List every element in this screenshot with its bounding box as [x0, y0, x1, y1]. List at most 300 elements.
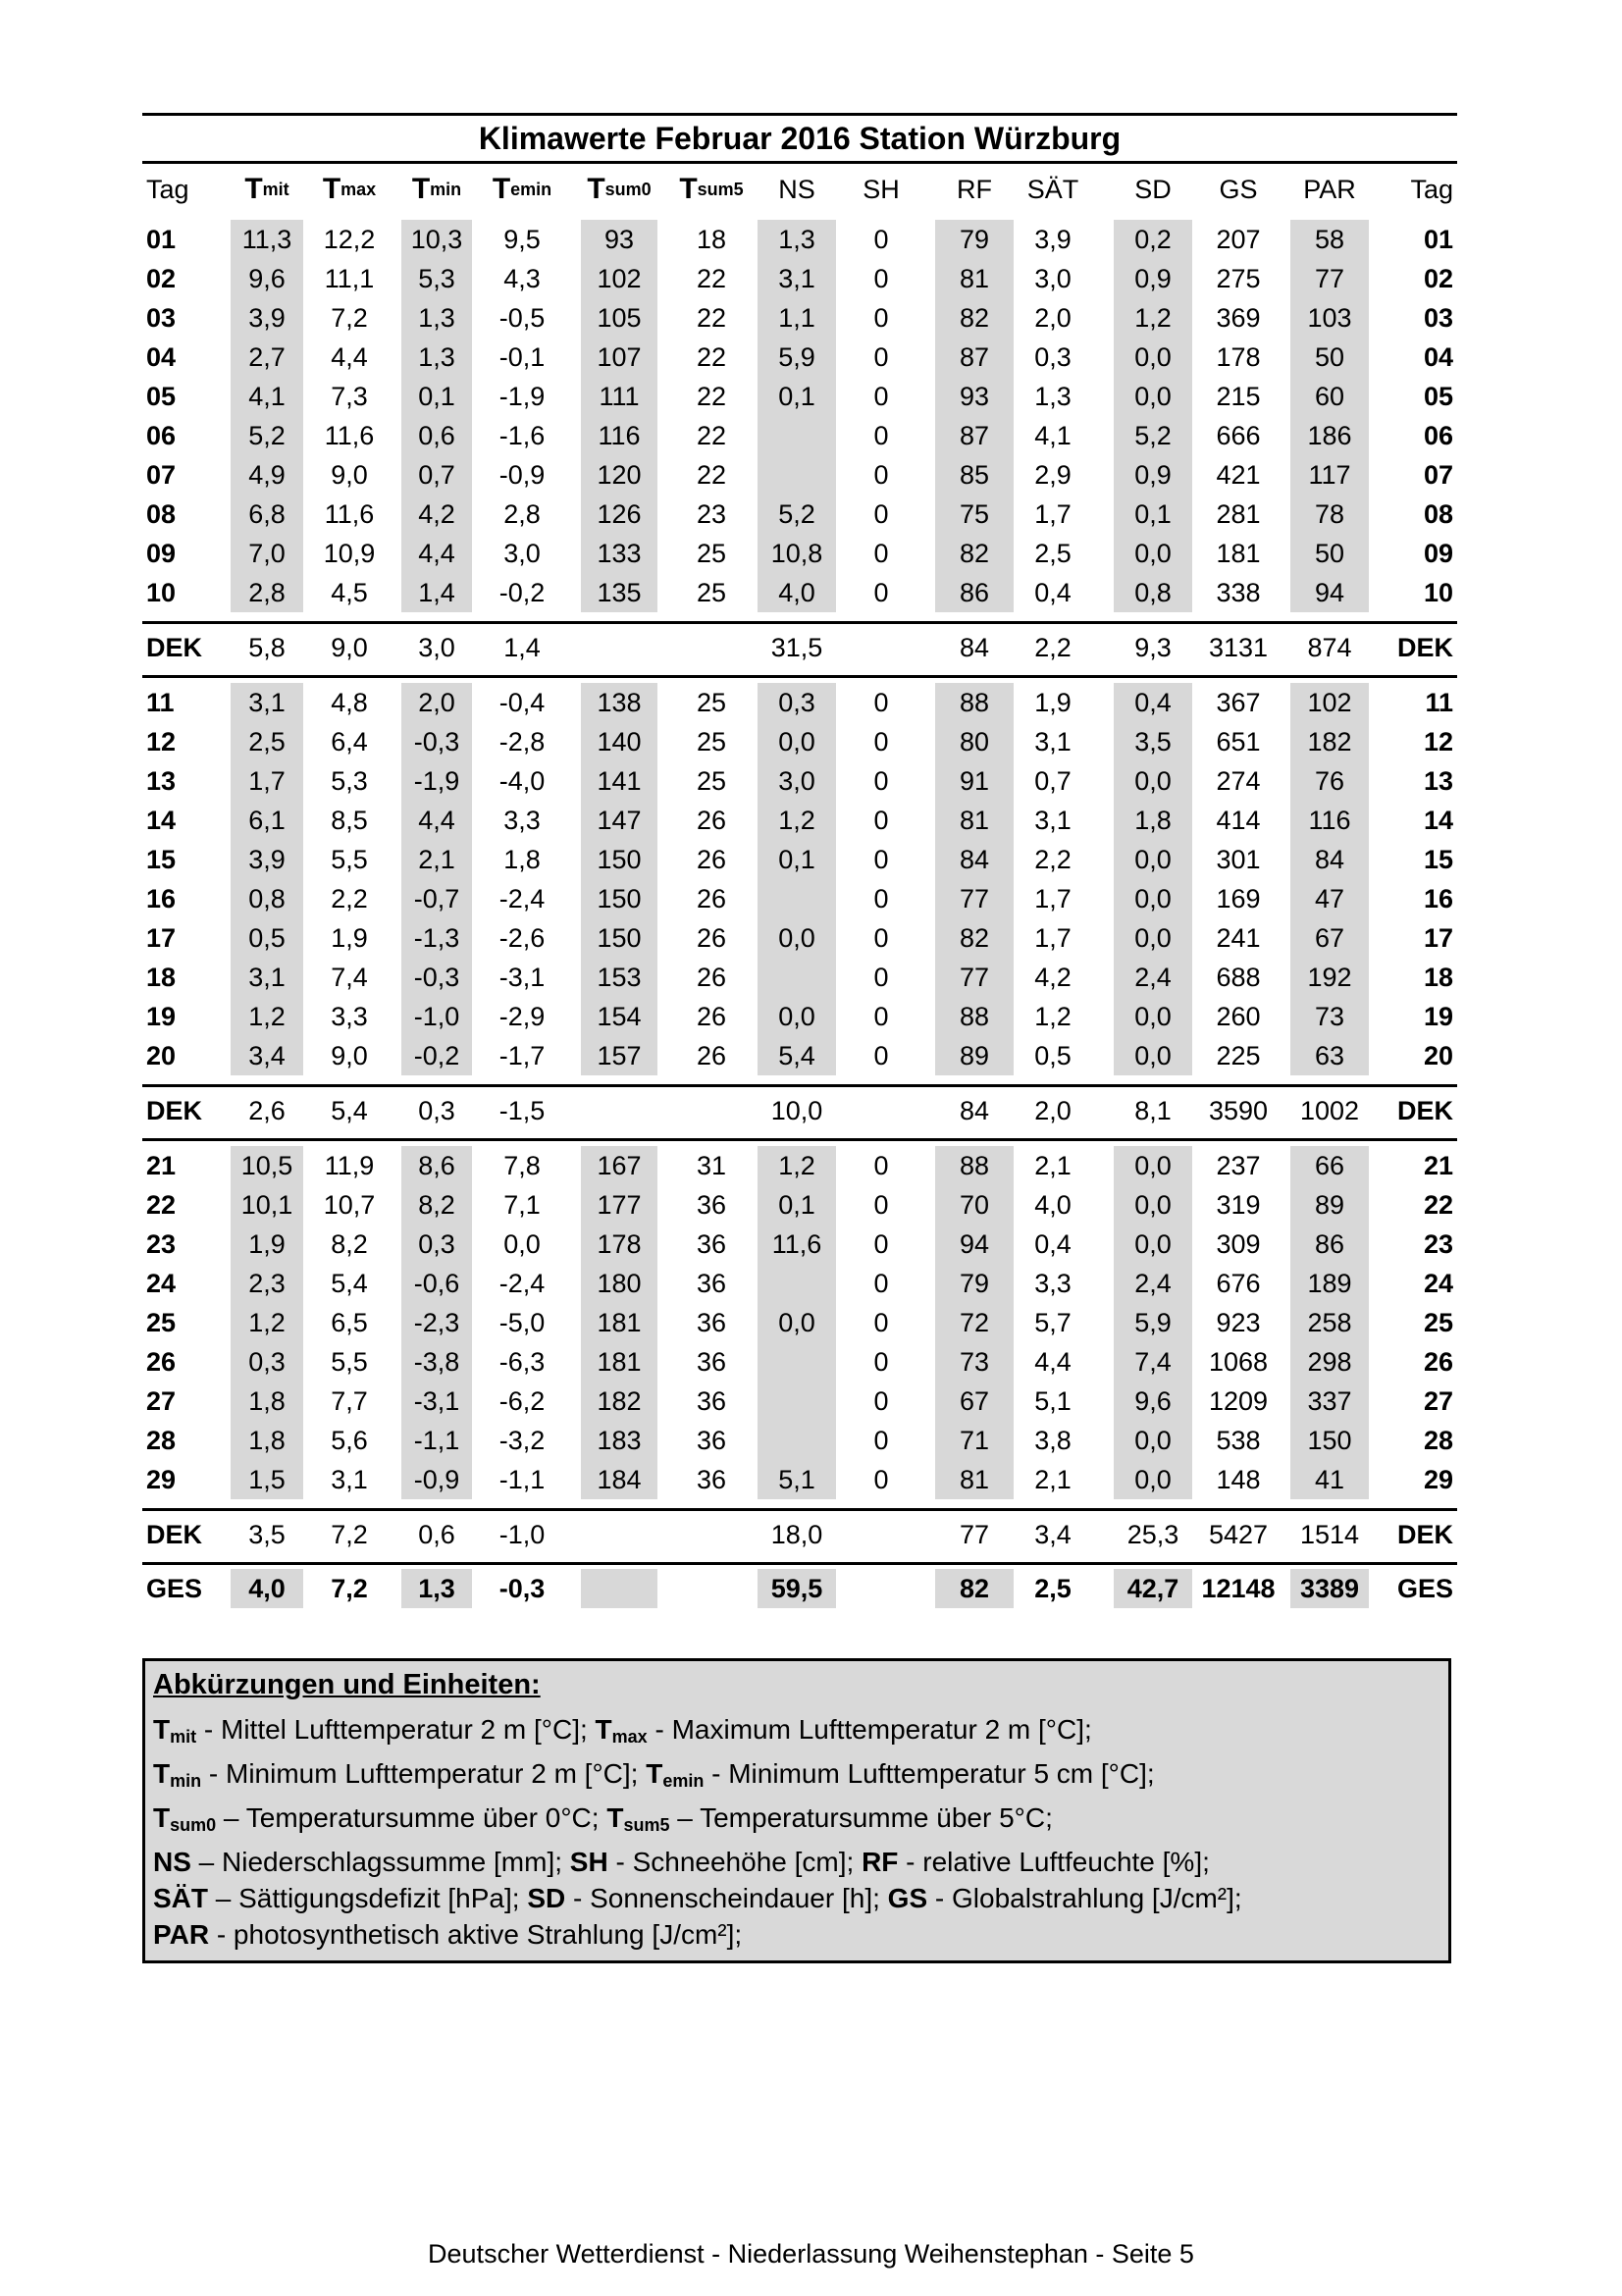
legend-term: PAR	[153, 1919, 210, 1950]
total-cell-saet: 2,5	[1034, 1573, 1072, 1603]
cell-tsum0: 180	[581, 1264, 657, 1303]
legend-line	[153, 1844, 1440, 1880]
cell-tmin: -1,9	[401, 761, 472, 801]
cell-tag: 01	[146, 224, 177, 254]
cell-gs: 178	[1216, 341, 1261, 372]
cell-tag: 25	[146, 1307, 177, 1337]
cell-saet: 2,0	[1034, 1095, 1072, 1125]
header-rf: RF	[957, 174, 992, 204]
cell-tag-right: DEK	[1396, 632, 1453, 662]
cell-rf: 79	[935, 1264, 1014, 1303]
cell-tmit: 1,2	[231, 1303, 303, 1342]
legend-term-subscript: min	[170, 1771, 202, 1791]
cell-saet: 2,2	[1034, 632, 1072, 662]
cell-sd: 0,1	[1114, 495, 1192, 534]
cell-rf: 84	[959, 1095, 990, 1125]
table-row	[142, 338, 1457, 377]
page-title: Klimawerte Februar 2016 Station Würzburg	[478, 121, 1122, 156]
cell-sd: 0,0	[1114, 840, 1192, 879]
cell-tsum5: 22	[696, 341, 727, 372]
cell-par: 103	[1290, 298, 1369, 338]
cell-sd: 0,0	[1114, 534, 1192, 573]
legend-description: – Temperatursumme über 5°C;	[669, 1802, 1053, 1833]
cell-tmax: 1,9	[331, 922, 368, 953]
cell-rf: 91	[935, 761, 1014, 801]
cell-par: 874	[1307, 632, 1352, 662]
cell-sh: 0	[873, 726, 889, 757]
cell-saet: 4,1	[1034, 420, 1072, 450]
cell-ns: 11,6	[758, 1225, 836, 1264]
cell-sh: 0	[873, 420, 889, 450]
cell-gs: 169	[1216, 883, 1261, 913]
cell-tag-right: DEK	[1396, 1095, 1453, 1125]
cell-tmax: 3,1	[331, 1464, 368, 1494]
total-cell-tmit: 4,0	[231, 1569, 303, 1608]
cell-sh: 0	[873, 263, 889, 293]
header-sh: SH	[863, 174, 900, 204]
legend-term-subscript: mit	[170, 1727, 197, 1747]
cell-tag: 26	[146, 1346, 177, 1377]
cell-gs: 414	[1216, 805, 1261, 835]
legend-line	[153, 1711, 1440, 1755]
cell-tmin: -0,7	[401, 879, 472, 918]
cell-tag-right: 13	[1423, 765, 1453, 796]
table-row	[142, 573, 1457, 612]
cell-par: 189	[1290, 1264, 1369, 1303]
cell-tag: 19	[146, 1001, 177, 1031]
table-row	[142, 1264, 1457, 1303]
cell-sh: 0	[873, 1268, 889, 1298]
cell-rf: 88	[935, 997, 1014, 1036]
cell-sd: 0,8	[1114, 573, 1192, 612]
cell-sh: 0	[873, 962, 889, 992]
cell-tag: DEK	[146, 1519, 203, 1549]
cell-tmin: -1,3	[401, 918, 472, 958]
cell-sh: 0	[873, 302, 889, 333]
cell-tmin: -3,8	[401, 1342, 472, 1382]
legend-term: SÄT	[153, 1883, 208, 1913]
cell-tag-right: 02	[1423, 263, 1453, 293]
cell-sd: 0,0	[1114, 761, 1192, 801]
cell-sd: 0,0	[1114, 1036, 1192, 1075]
table-row	[142, 761, 1457, 801]
header-tmin-symbol: T	[411, 173, 431, 205]
cell-tmit: 2,5	[231, 722, 303, 761]
cell-tsum0: 126	[581, 495, 657, 534]
cell-saet: 4,0	[1034, 1189, 1072, 1220]
section-rule	[142, 1134, 1457, 1141]
cell-tmin: 0,3	[401, 1225, 472, 1264]
cell-tag: 28	[146, 1425, 177, 1455]
table-row	[142, 1460, 1457, 1499]
cell-temin: -3,2	[498, 1425, 546, 1455]
legend-description: – Niederschlagssumme [mm];	[190, 1847, 570, 1877]
cell-tag: 16	[146, 883, 177, 913]
cell-tag: 29	[146, 1464, 177, 1494]
cell-tsum0: 105	[581, 298, 657, 338]
cell-tmit: 2,7	[231, 338, 303, 377]
cell-par: 41	[1290, 1460, 1369, 1499]
cell-tmax: 6,4	[331, 726, 368, 757]
cell-rf: 81	[935, 259, 1014, 298]
cell-tag-right: 12	[1423, 726, 1453, 757]
cell-tsum5: 25	[696, 687, 727, 717]
cell-tmin: 3,0	[418, 632, 455, 662]
cell-ns	[758, 1264, 836, 1303]
cell-tsum5: 22	[696, 420, 727, 450]
cell-ns: 1,1	[758, 298, 836, 338]
cell-tag: 21	[146, 1150, 177, 1180]
cell-tag-right: 11	[1425, 687, 1453, 717]
cell-tag-right: 06	[1423, 420, 1453, 450]
cell-tsum0: 116	[581, 416, 657, 455]
cell-tag-right: 27	[1423, 1385, 1453, 1416]
section-rule	[142, 617, 1457, 624]
section-rule	[142, 1558, 1457, 1565]
legend-term: SD	[527, 1883, 566, 1913]
cell-ns: 10,0	[770, 1095, 823, 1125]
legend-term: GS	[887, 1883, 928, 1913]
cell-rf: 73	[935, 1342, 1014, 1382]
cell-tmin: 1,3	[401, 298, 472, 338]
cell-ns: 5,2	[758, 495, 836, 534]
cell-ns	[758, 1342, 836, 1382]
cell-tmit: 4,9	[231, 455, 303, 495]
table-body	[142, 215, 1457, 1612]
cell-saet: 3,4	[1034, 1519, 1072, 1549]
cell-tmin: 4,4	[401, 534, 472, 573]
header-tsum5-symbol: T	[679, 173, 698, 205]
cell-tsum5: 22	[696, 302, 727, 333]
cell-par: 50	[1290, 534, 1369, 573]
cell-tmit: 2,6	[248, 1095, 286, 1125]
cell-ns	[758, 1382, 836, 1421]
cell-sd: 0,0	[1114, 1146, 1192, 1185]
cell-tag: 23	[146, 1228, 177, 1259]
page-footer: Deutscher Wetterdienst - Niederlassung Weihenstephan - Seite 5	[428, 2239, 1194, 2269]
cell-tmit: 3,1	[231, 958, 303, 997]
cell-gs: 309	[1216, 1228, 1261, 1259]
cell-tsum0: 138	[581, 683, 657, 722]
cell-tmax: 11,6	[324, 498, 375, 529]
legend-term: T	[606, 1802, 624, 1833]
cell-rf: 67	[935, 1382, 1014, 1421]
cell-ns: 3,0	[758, 761, 836, 801]
header-tmit	[231, 164, 303, 215]
legend-title: Abkürzungen und Einheiten:	[153, 1669, 541, 1700]
cell-tag-right: 10	[1423, 577, 1453, 607]
cell-temin: 9,5	[503, 224, 541, 254]
cell-tmin: -2,3	[401, 1303, 472, 1342]
cell-tag: 10	[146, 577, 177, 607]
cell-temin: 3,3	[503, 805, 541, 835]
cell-tmit: 3,9	[231, 840, 303, 879]
cell-tmit: 0,8	[231, 879, 303, 918]
cell-tsum0: 107	[581, 338, 657, 377]
header-tsum0	[581, 164, 657, 215]
total-cell-temin: -0,3	[498, 1573, 546, 1603]
cell-tsum5: 26	[696, 1001, 727, 1031]
cell-tmit: 9,6	[231, 259, 303, 298]
cell-par: 78	[1290, 495, 1369, 534]
cell-tsum0: 141	[581, 761, 657, 801]
cell-tmax: 7,2	[331, 1519, 368, 1549]
cell-tsum5: 26	[696, 962, 727, 992]
cell-tmax: 11,1	[324, 263, 375, 293]
cell-tsum0: 120	[581, 455, 657, 495]
cell-tsum0: 140	[581, 722, 657, 761]
cell-sd: 9,3	[1134, 632, 1172, 662]
table-row	[142, 1382, 1457, 1421]
legend-term-subscript: emin	[662, 1771, 705, 1791]
cell-par: 1002	[1299, 1095, 1360, 1125]
cell-tsum0: 150	[581, 840, 657, 879]
cell-tsum0: 133	[581, 534, 657, 573]
cell-ns: 3,1	[758, 259, 836, 298]
cell-sd: 0,0	[1114, 879, 1192, 918]
cell-saet: 3,0	[1034, 263, 1072, 293]
legend-line	[153, 1800, 1440, 1844]
total-cell-tag: GES	[146, 1573, 203, 1603]
cell-tag-right: 24	[1423, 1268, 1453, 1298]
header-par: PAR	[1303, 174, 1356, 204]
cell-tsum5	[675, 1087, 748, 1134]
cell-tsum0: 167	[581, 1146, 657, 1185]
dekade-summary-row	[142, 1087, 1457, 1134]
cell-tmin: 2,0	[401, 683, 472, 722]
cell-rf: 88	[935, 683, 1014, 722]
cell-temin: -5,0	[498, 1307, 546, 1337]
table-row	[142, 879, 1457, 918]
cell-saet: 0,4	[1034, 577, 1072, 607]
legend-lines	[153, 1711, 1440, 1953]
cell-rf: 93	[935, 377, 1014, 416]
cell-tmin: 10,3	[401, 220, 472, 259]
cell-gs: 676	[1216, 1268, 1261, 1298]
cell-saet: 3,3	[1034, 1268, 1072, 1298]
cell-gs: 666	[1216, 420, 1261, 450]
cell-par: 73	[1290, 997, 1369, 1036]
cell-temin: -2,6	[498, 922, 546, 953]
cell-sh	[849, 624, 914, 671]
cell-gs: 237	[1216, 1150, 1261, 1180]
cell-ns	[758, 1421, 836, 1460]
cell-tsum5: 36	[696, 1189, 727, 1220]
cell-saet: 3,9	[1034, 224, 1072, 254]
cell-sh: 0	[873, 1189, 889, 1220]
cell-tmin: -0,6	[401, 1264, 472, 1303]
cell-par: 192	[1290, 958, 1369, 997]
cell-tag-right: 09	[1423, 538, 1453, 568]
cell-saet: 5,7	[1034, 1307, 1072, 1337]
cell-par: 94	[1290, 573, 1369, 612]
cell-tag: DEK	[146, 1095, 203, 1125]
cell-tmin: -1,0	[401, 997, 472, 1036]
cell-ns: 0,0	[758, 918, 836, 958]
cell-tmin: 8,6	[401, 1146, 472, 1185]
section-rule	[142, 1504, 1457, 1511]
cell-tag-right: 21	[1423, 1150, 1453, 1180]
cell-saet: 4,2	[1034, 962, 1072, 992]
cell-ns	[758, 958, 836, 997]
cell-par: 84	[1290, 840, 1369, 879]
header-gs: GS	[1219, 174, 1258, 204]
total-cell-tag-right: GES	[1396, 1573, 1453, 1603]
cell-ns: 0,1	[758, 840, 836, 879]
cell-par: 77	[1290, 259, 1369, 298]
cell-sh: 0	[873, 341, 889, 372]
cell-saet: 3,8	[1034, 1425, 1072, 1455]
cell-sd: 5,2	[1114, 416, 1192, 455]
cell-tag-right: 04	[1423, 341, 1453, 372]
cell-tsum0: 154	[581, 997, 657, 1036]
cell-sd: 25,3	[1126, 1519, 1179, 1549]
cell-tag: DEK	[146, 632, 203, 662]
section-rule	[142, 1080, 1457, 1087]
cell-sh: 0	[873, 1001, 889, 1031]
cell-gs: 301	[1216, 844, 1261, 874]
table-row	[142, 722, 1457, 761]
cell-tmax: 11,6	[324, 420, 375, 450]
cell-tmin: -1,1	[401, 1421, 472, 1460]
cell-sh: 0	[873, 1307, 889, 1337]
table-row	[142, 918, 1457, 958]
cell-sh: 0	[873, 765, 889, 796]
header-tmax	[315, 164, 384, 215]
cell-tsum5: 26	[696, 1040, 727, 1070]
cell-tmit: 3,1	[231, 683, 303, 722]
cell-tmit: 1,5	[231, 1460, 303, 1499]
cell-sh: 0	[873, 687, 889, 717]
cell-gs: 215	[1216, 381, 1261, 411]
cell-rf: 84	[959, 632, 990, 662]
header-tag: Tag	[146, 174, 189, 204]
cell-tmit: 7,0	[231, 534, 303, 573]
cell-par: 47	[1290, 879, 1369, 918]
cell-tsum5: 36	[696, 1228, 727, 1259]
cell-tmax: 9,0	[331, 459, 368, 490]
cell-sh: 0	[873, 1425, 889, 1455]
cell-tag-right: 07	[1423, 459, 1453, 490]
legend-line	[153, 1755, 1440, 1800]
cell-ns: 5,1	[758, 1460, 836, 1499]
cell-saet: 2,5	[1034, 538, 1072, 568]
legend-description: - Mittel Lufttemperatur 2 m [°C];	[196, 1714, 596, 1745]
cell-temin: 4,3	[503, 263, 541, 293]
cell-temin: 0,0	[503, 1228, 541, 1259]
cell-tag: 03	[146, 302, 177, 333]
cell-ns: 0,0	[758, 1303, 836, 1342]
cell-tsum5: 18	[696, 224, 727, 254]
cell-sd: 1,8	[1114, 801, 1192, 840]
cell-tmit: 1,2	[231, 997, 303, 1036]
cell-temin: -1,5	[498, 1095, 546, 1125]
cell-temin: -2,4	[498, 883, 546, 913]
cell-tmax: 4,5	[331, 577, 368, 607]
cell-tmax: 7,4	[331, 962, 368, 992]
cell-rf: 87	[935, 338, 1014, 377]
cell-tmit: 1,8	[231, 1382, 303, 1421]
table-row	[142, 840, 1457, 879]
cell-tsum5: 36	[696, 1385, 727, 1416]
cell-temin: 3,0	[503, 538, 541, 568]
cell-gs: 369	[1216, 302, 1261, 333]
cell-gs: 281	[1216, 498, 1261, 529]
cell-tmit: 3,9	[231, 298, 303, 338]
cell-tsum5	[675, 624, 748, 671]
cell-ns: 1,2	[758, 801, 836, 840]
cell-tsum0: 150	[581, 879, 657, 918]
cell-gs: 181	[1216, 538, 1261, 568]
cell-tsum5: 25	[696, 765, 727, 796]
cell-gs: 207	[1216, 224, 1261, 254]
cell-par: 102	[1290, 683, 1369, 722]
cell-ns: 10,8	[758, 534, 836, 573]
cell-tmit: 5,8	[248, 632, 286, 662]
cell-tag-right: 18	[1423, 962, 1453, 992]
cell-saet: 1,7	[1034, 922, 1072, 953]
cell-temin: -0,1	[498, 341, 546, 372]
cell-gs: 275	[1216, 263, 1261, 293]
table-row	[142, 1225, 1457, 1264]
cell-sh: 0	[873, 1228, 889, 1259]
total-cell-sh	[849, 1565, 914, 1612]
cell-tmax: 9,0	[331, 632, 368, 662]
cell-sh: 0	[873, 1385, 889, 1416]
cell-ns: 5,9	[758, 338, 836, 377]
cell-tsum5	[675, 1511, 748, 1558]
cell-par: 76	[1290, 761, 1369, 801]
cell-gs: 923	[1216, 1307, 1261, 1337]
legend-term: T	[646, 1758, 663, 1789]
header-ns: NS	[778, 174, 815, 204]
cell-tmin: 0,3	[418, 1095, 455, 1125]
header-tmit-symbol: T	[244, 173, 263, 205]
cell-tsum5: 22	[696, 263, 727, 293]
cell-ns: 5,4	[758, 1036, 836, 1075]
cell-saet: 5,1	[1034, 1385, 1072, 1416]
table-row	[142, 416, 1457, 455]
cell-temin: -4,0	[498, 765, 546, 796]
cell-tsum0	[581, 624, 657, 671]
cell-temin: -0,5	[498, 302, 546, 333]
cell-par: 89	[1290, 1185, 1369, 1225]
cell-tmin: -0,2	[401, 1036, 472, 1075]
cell-tsum0: 182	[581, 1382, 657, 1421]
cell-saet: 1,2	[1034, 1001, 1072, 1031]
cell-gs: 148	[1216, 1464, 1261, 1494]
cell-tag-right: 29	[1423, 1464, 1453, 1494]
cell-sd: 2,4	[1114, 958, 1192, 997]
cell-tsum0: 102	[581, 259, 657, 298]
cell-saet: 3,1	[1034, 805, 1072, 835]
cell-tmin: -0,3	[401, 958, 472, 997]
cell-temin: -1,1	[498, 1464, 546, 1494]
cell-ns: 0,3	[758, 683, 836, 722]
total-cell-tmax: 7,2	[331, 1573, 368, 1603]
legend-term: SH	[569, 1847, 608, 1877]
cell-par: 186	[1290, 416, 1369, 455]
cell-tag-right: 08	[1423, 498, 1453, 529]
legend-description: - Sonnenscheindauer [h];	[565, 1883, 888, 1913]
cell-tag: 18	[146, 962, 177, 992]
cell-tmit: 1,9	[231, 1225, 303, 1264]
cell-rf: 71	[935, 1421, 1014, 1460]
table-row	[142, 997, 1457, 1036]
cell-tmin: -3,1	[401, 1382, 472, 1421]
total-cell-sd: 42,7	[1114, 1569, 1192, 1608]
cell-tag: 14	[146, 805, 177, 835]
